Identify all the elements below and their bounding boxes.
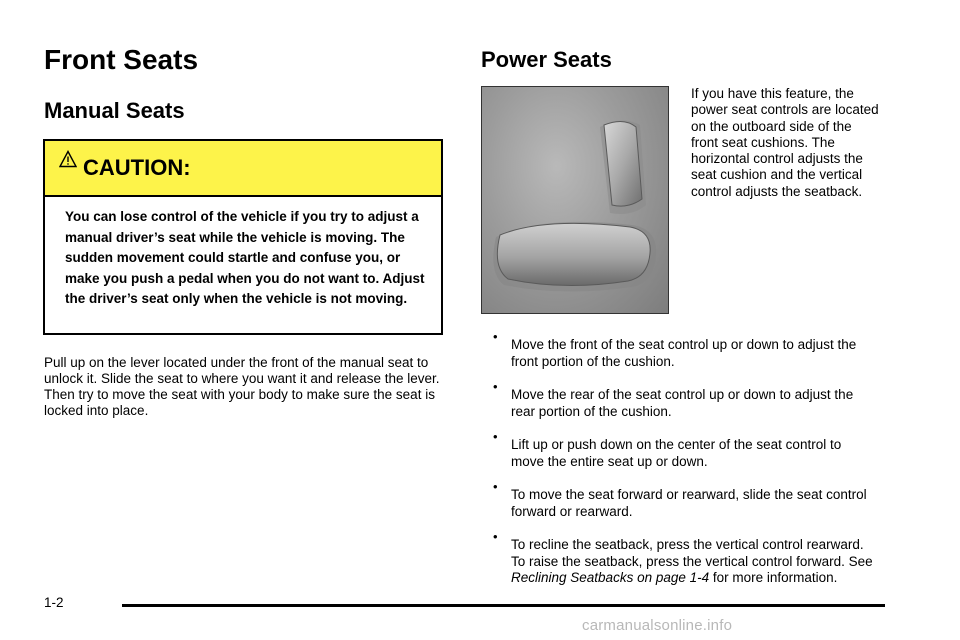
page-number: 1-2 bbox=[44, 595, 64, 610]
recline-text-before: To recline the seatback, press the vertical control rearward. To raise the seatback, press the vertical control forward. See bbox=[511, 537, 873, 569]
caution-label: CAUTION: bbox=[83, 155, 191, 180]
watermark: carmanualsonline.info bbox=[582, 617, 733, 634]
seat-controls-illustration bbox=[482, 87, 670, 315]
bullet-text: Move the front of the seat control up or down to adjust the front portion of the cushion. bbox=[511, 337, 857, 369]
bullet-icon: • bbox=[493, 329, 498, 344]
bullet-icon: • bbox=[493, 529, 498, 544]
page-title: Front Seats bbox=[44, 44, 199, 75]
bullet-icon: • bbox=[493, 479, 498, 494]
bullet-text: To move the seat forward or rearward, slide the seat control forward or rearward. bbox=[511, 487, 867, 519]
power-seat-intro: If you have this feature, the power seat controls are located on the outboard side of the front seat cushions. The horizontal control adjusts the seat cushion and the vertical control adjusts the seatback. bbox=[691, 86, 879, 199]
list-item bbox=[493, 381, 873, 420]
list-item bbox=[493, 331, 873, 370]
bullet-icon: • bbox=[493, 429, 498, 444]
list-item bbox=[493, 481, 873, 520]
list-item bbox=[493, 531, 873, 587]
caution-box bbox=[43, 139, 443, 335]
power-seat-bullet-list bbox=[493, 331, 873, 598]
footer-rule bbox=[122, 604, 885, 607]
caution-text: You can lose control of the vehicle if you try to adjust a manual driver’s seat while the vehicle is moving. The sudden movement could startle and confuse you, or make you push a pedal when you do not want to. Adjust the driver’s seat only when the vehicle is not moving. bbox=[65, 209, 425, 306]
list-item bbox=[493, 431, 873, 470]
power-seat-controls-photo bbox=[481, 86, 669, 314]
caution-header bbox=[45, 141, 441, 197]
reclining-seatbacks-reference[interactable]: Reclining Seatbacks on page 1-4 bbox=[511, 570, 710, 585]
bullet-text: Move the rear of the seat control up or down to adjust the rear portion of the cushion. bbox=[511, 387, 854, 419]
warning-triangle-icon bbox=[59, 150, 77, 168]
bullet-text: Lift up or push down on the center of the seat control to move the entire seat up or down. bbox=[511, 437, 842, 469]
bullet-icon: • bbox=[493, 379, 498, 394]
manual-seats-heading: Manual Seats bbox=[44, 98, 185, 123]
bullet-text-recline bbox=[511, 531, 873, 587]
recline-text-after: for more information. bbox=[709, 570, 838, 585]
power-seats-heading: Power Seats bbox=[481, 47, 612, 72]
manual-seat-paragraph: Pull up on the lever located under the front of the manual seat to unlock it. Slide the seat to where you want it and release the lever. Then try to move the seat with your body to make sure the seat is locked into place. bbox=[44, 355, 440, 418]
